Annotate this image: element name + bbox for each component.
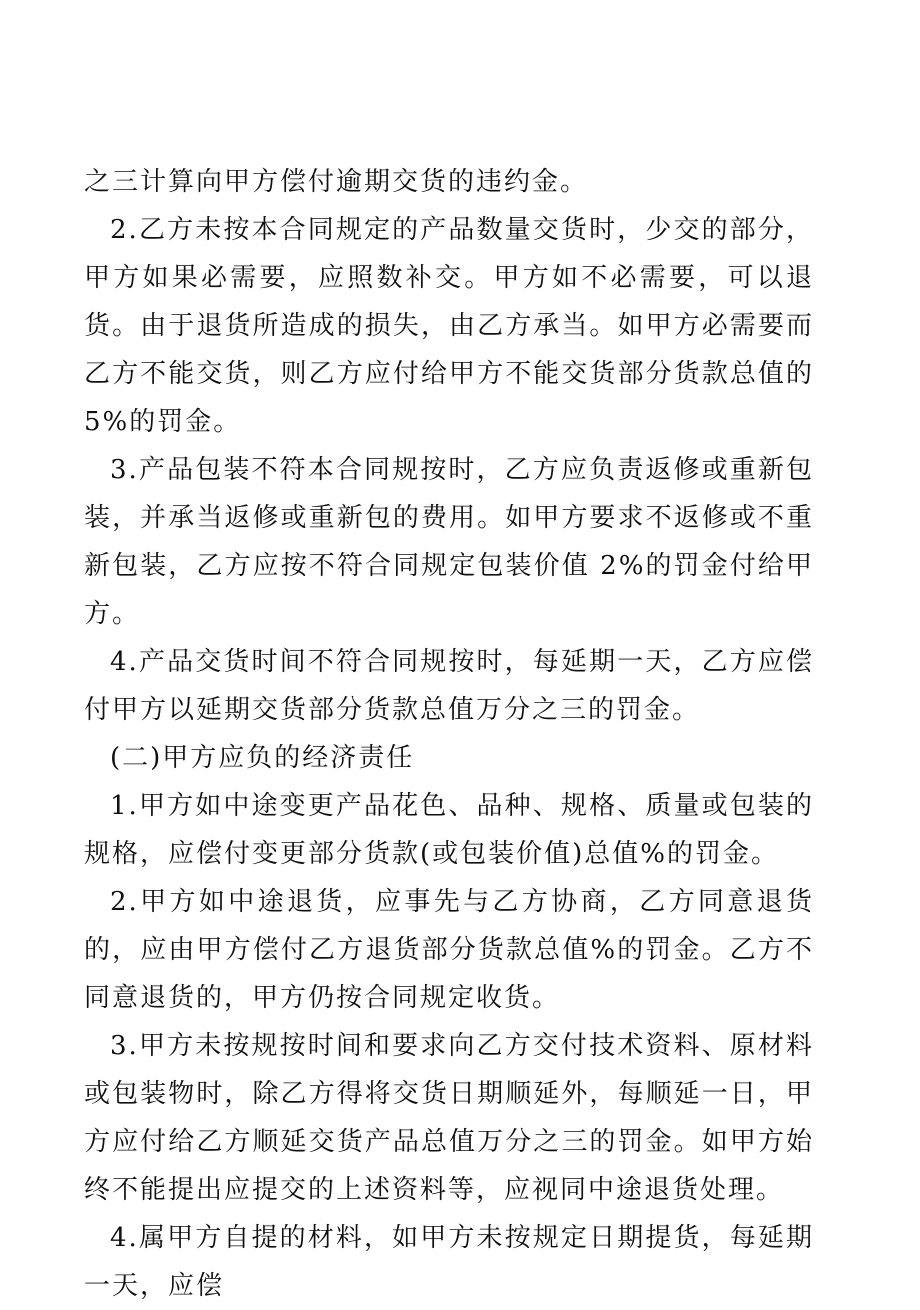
- clause-partyA-liability-3: 3.甲方未按规按时间和要求向乙方交付技术资料、原材料或包装物时，除乙方得将交货日期顺延外，每顺延一日，甲方应付给乙方顺延交货产品总值万分之三的罚金。如甲方始终不能提出应提交的上述资料等，应视同中途退货处理。: [84, 1031, 814, 1205]
- clause-partyB-liability-4: 4.产品交货时间不符合同规按时，每延期一天，乙方应偿付甲方以延期交货部分货款总值万分之三的罚金。: [84, 647, 814, 725]
- clause-partyB-liability-3: 3.产品包装不符本合同规按时，乙方应负责返修或重新包装，并承当返修或重新包的费用。如甲方要求不返修或不重新包装，乙方应按不符合同规定包装价值 2%的罚金付给甲方。: [84, 455, 814, 629]
- clause-partyB-liability-2: 2.乙方未按本合同规定的产品数量交货时，少交的部分，甲方如果必需要，应照数补交。甲方如不必需要，可以退货。由于退货所造成的损失，由乙方承当。如甲方必需要而乙方不能交货，则乙方应付给甲方不能交货部分货款总值的 5%的罚金。: [84, 215, 814, 437]
- clause-partyA-liability-4-partial: 4.属甲方自提的材料，如甲方未按规定日期提货，每延期一天，应偿: [84, 1223, 814, 1301]
- clause-continuation-line: 之三计算向甲方偿付逾期交货的违约金。: [84, 167, 589, 197]
- clause-partyA-liability-1: 1.甲方如中途变更产品花色、品种、规格、质量或包装的规格，应偿付变更部分货款(或包装价值)总值%的罚金。: [84, 791, 814, 869]
- clause-partyA-liability-2: 2.甲方如中途退货，应事先与乙方协商，乙方同意退货的，应由甲方偿付乙方退货部分货款总值%的罚金。乙方不同意退货的，甲方仍按合同规定收货。: [84, 887, 814, 1013]
- section-heading-partyA-economic-liability: (二)甲方应负的经济责任: [110, 743, 415, 773]
